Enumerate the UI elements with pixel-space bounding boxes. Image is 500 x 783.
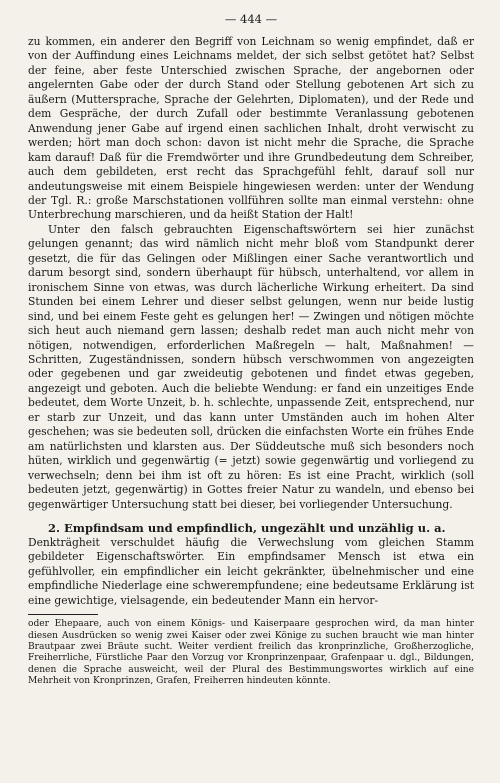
footnote bbox=[28, 619, 474, 687]
section-paragraph: Denkträgheit verschuldet häufig die Verwechslung vom gleichen Stamm gebildeter Eigenschaftswörter. Ein empfindsamer Mensch ist etwa ein gefühlvoller, ein empfindlicher ein leicht gekränkter, übelnehmischer und eine empfindliche Niederlage eine schwerempfundene; eine bedeutsame Erklärung ist eine gewichtige, vielsagende, ein bedeutender Mann ein hervor- bbox=[28, 535, 474, 607]
footnote-divider bbox=[28, 614, 98, 615]
paragraph-continuation: zu kommen, ein anderer den Begriff von Leichnam so wenig empfindet, daß er von der Auffindung eines Leichnams meldet, der sich selbst getötet hat? Selbst der feine, aber feste Unterschied zwischen Sprache, der angebornen oder angelernten Gabe oder der durch Stand oder Stellung gebotenen Art sich zu äußern (Muttersprache, Sprache der Gelehrten, Diplomaten), und der Rede und dem Gespräche, der durch Zufall oder bestimmte Veranlassung gebotenen Anwendung jener Gabe auf irgend einen sachlichen Inhalt, droht verwischt zu werden; hört man doch schon: davon ist nicht mehr die Sprache, die Sprache kam darauf! Daß für die Fremdwörter und ihre Grundbedeutung dem Schreiber, auch dem gebildeten, erst recht das Sprachgefühl fehlt, darauf soll nur andeutungsweise mit einem Beispiele hingewiesen werden: unter der Wendung der Tgl. R.: große Marschstationen vollführen sollte man einmal verstehn: ohne Unterbrechung marschieren, und da heißt Station der Halt! bbox=[28, 35, 474, 222]
paragraph-adjectives: Unter den falsch gebrauchten Eigenschaftswörtern sei hier zunächst gelungen genannt; das wird nämlich nicht mehr bloß vom Standpunkt derer gesetzt, die für das Gelingen oder Mißlingen einer Sache verantwortlich und darum besorgt sind, sondern überhaupt für hübsch, unterhaltend, vor allem in ironischem Sinne von etwas, was durch lächerliche Wirkung erheitert. Da sind Stunden bei einem Lehrer und dieser selbst gelungen, wenn nur beide lustig sind, und bei einem Feste geht es gelungen her! — Zwingen und nötigen möchte sich heut auch niemand gern lassen; deshalb redet man auch nicht mehr von nötigen, notwendigen, erforderlichen Maßregeln — halt, Maßnahmen! — Schritten, Zugeständnissen, sondern hübsch verschwommen von angezeigten oder gegebenen und gar zweideutig gebotenen und findet etwas gegeben, angezeigt und geboten. Auch die beliebte Wendung: er fand ein unzeitiges Ende bedeutet, dem Worte Unzeit, b. h. schlechte, unpassende Zeit, entsprechend, nur er starb zur Unzeit, und das kann unter Umständen auch im hohen Alter geschehen; was sie bedeuten soll, drücken die einfachsten Worte ein frühes Ende am natürlichsten und klarsten aus. Der Süddeutsche muß sich besonders noch hüten, wirklich und gegenwärtig (= jetzt) sowie gegenwärtig und vorliegend zu verwechseln; denn bei ihm ist oft zu hören: Es ist eine Pracht, wirklich (soll bedeuten jetzt, gegenwärtig) in Gottes freier Natur zu wandeln, und ebenso bei gegenwärtiger Untersuchung statt bei dieser, bei vorliegender Untersuchung. bbox=[28, 222, 474, 511]
footnote-text: oder Ehepaare, auch von einem Königs- und Kaiserpaare gesprochen wird, da man hinter diesen Ausdrücken so wenig zwei Kaiser oder zwei Könige zu suchen braucht wie man hinter Brautpaar zwei Bräute sucht. Weiter verdient freilich das kronprinzliche, Großherzogliche, Freiherrliche, Fürstliche Paar den Vorzug vor Kronprinzenpaar, Grafenpaar u. dgl., Bildungen, denen die Sprache ausweicht, weil der Plural des Bestimmungswortes wirklich auf eine Mehrheit von Kronprinzen, Grafen, Freiherren hindeuten könnte. bbox=[28, 619, 474, 687]
body-text bbox=[28, 35, 474, 608]
page-number: — 444 — bbox=[224, 12, 278, 26]
section-heading: 2. Empfindsam und empfindlich, ungezählt und unzählig u. a. bbox=[48, 520, 446, 535]
